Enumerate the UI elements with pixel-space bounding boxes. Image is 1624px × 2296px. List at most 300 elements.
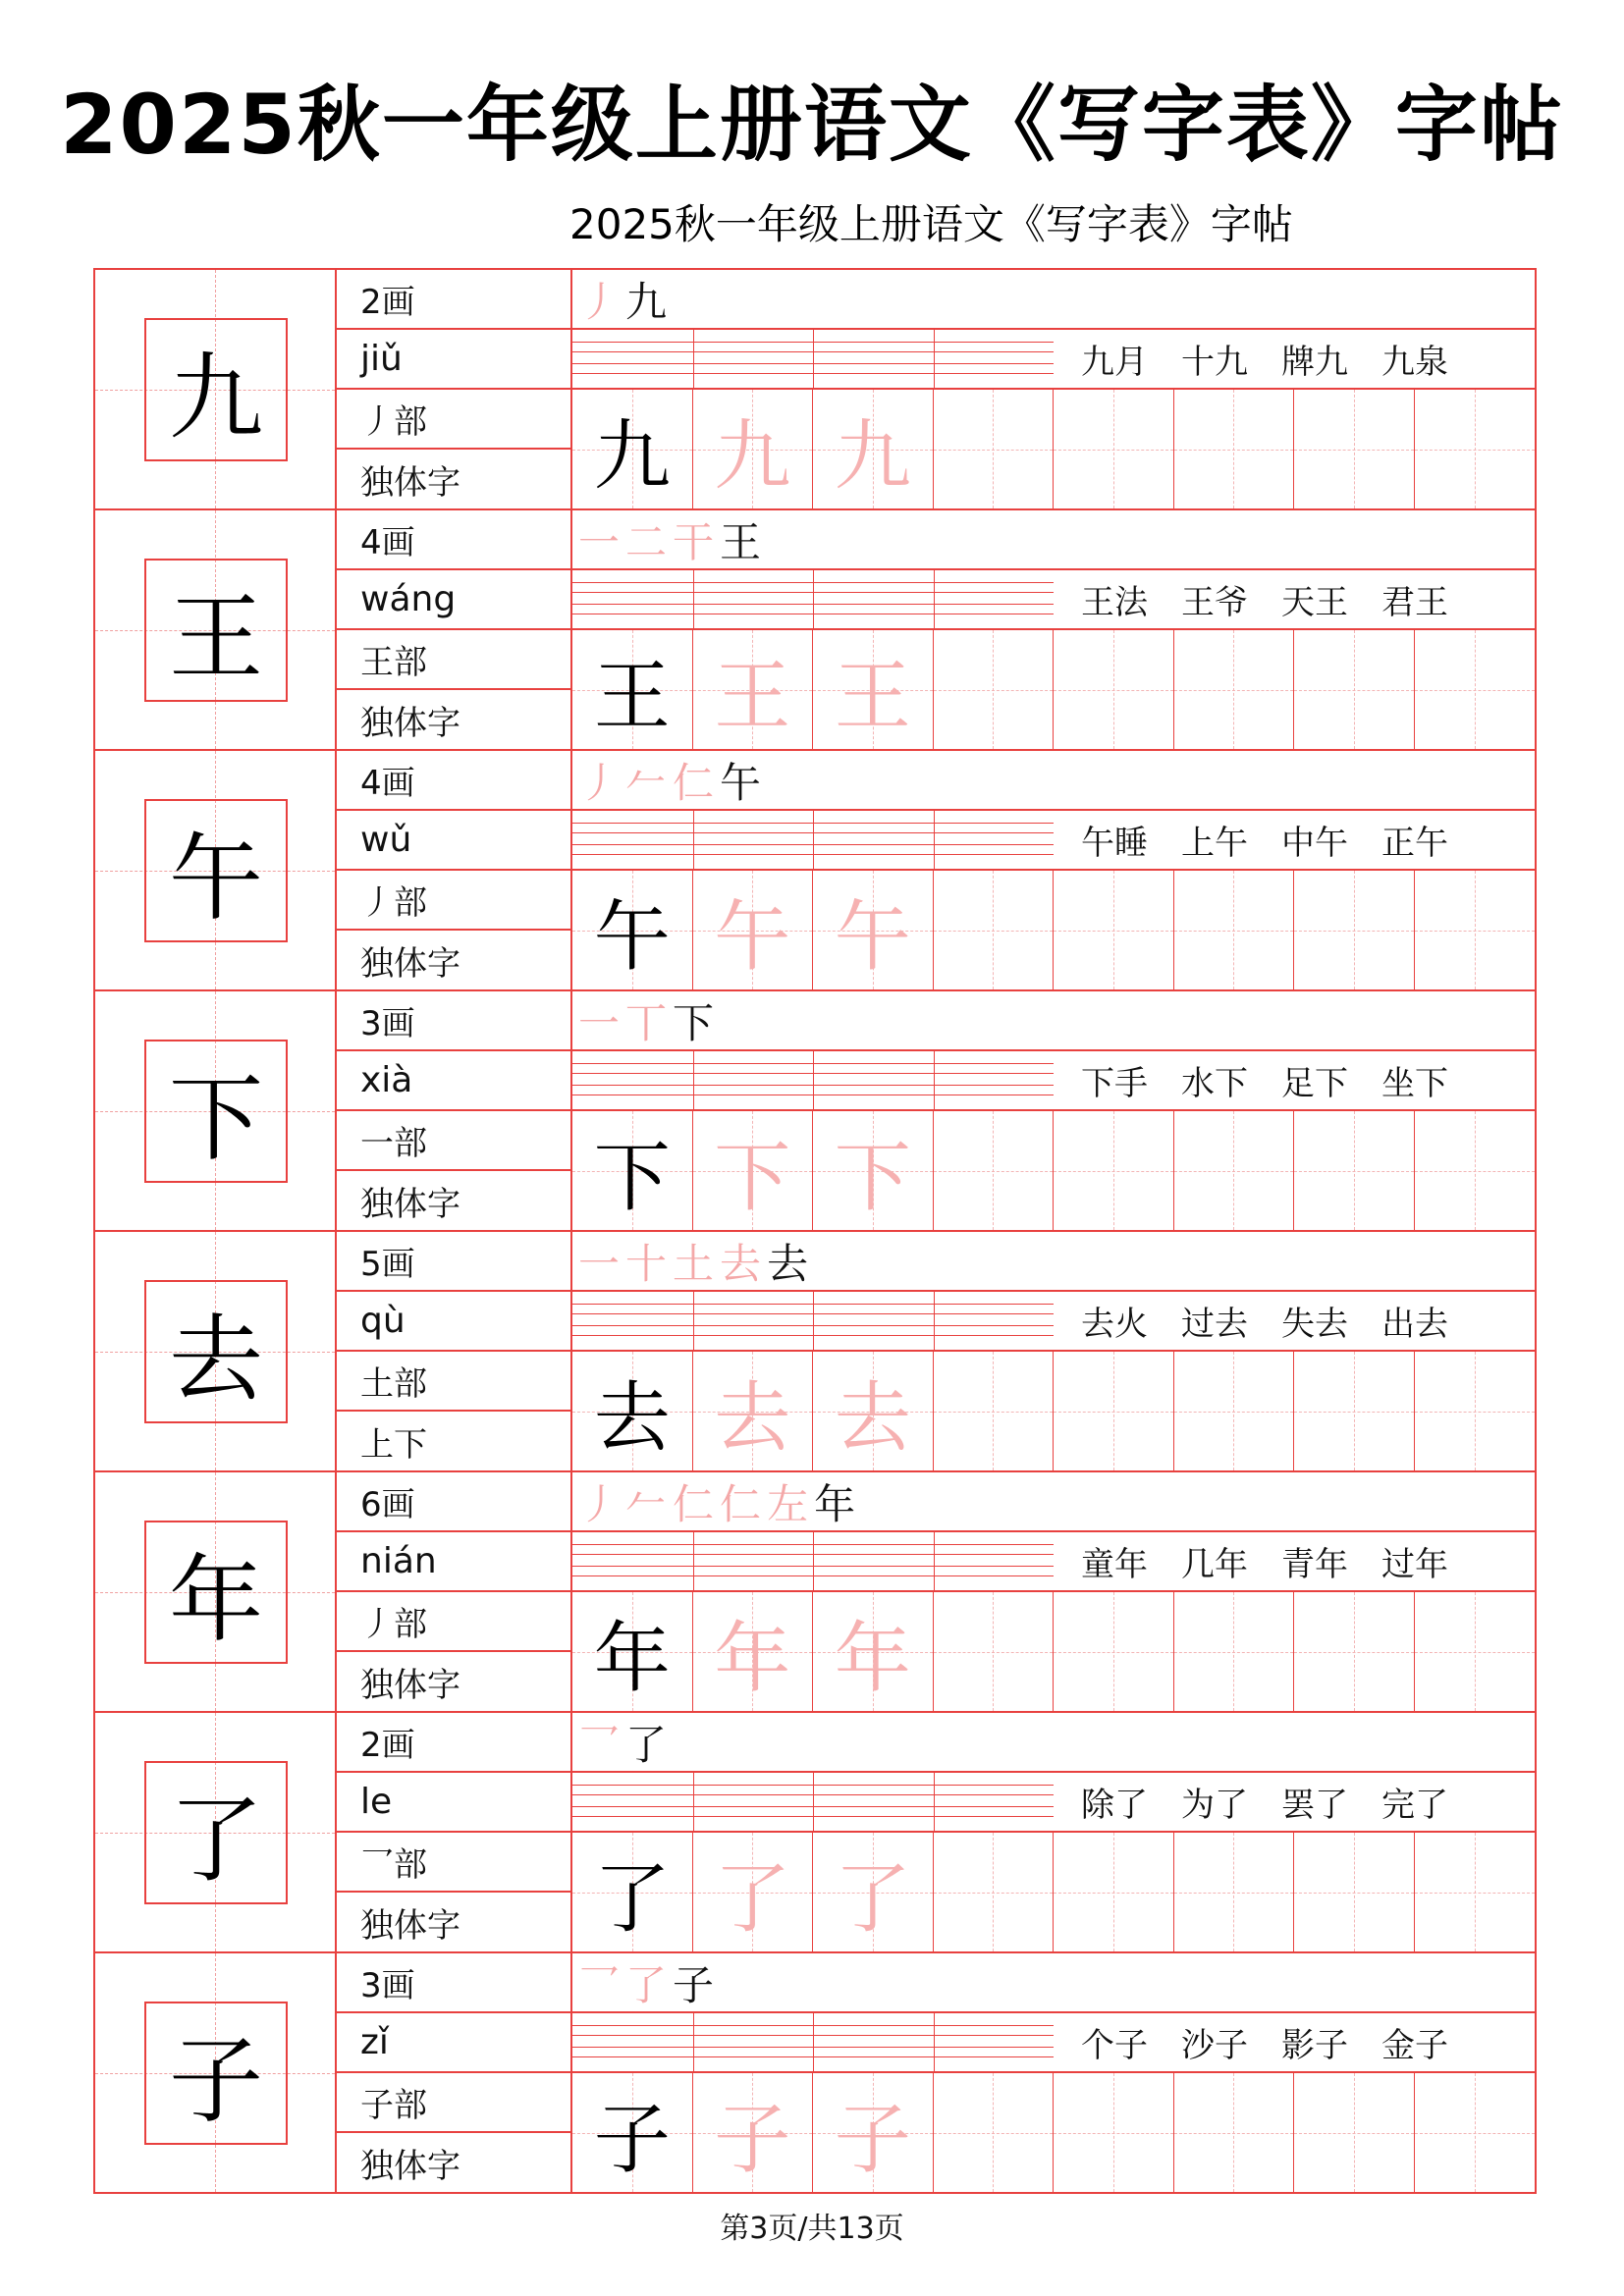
stroke-order: [572, 1713, 1535, 1773]
model-character-cell: [572, 2073, 693, 2192]
cell-guide-vertical: [993, 1111, 994, 1230]
stroke-step: 丿: [578, 277, 621, 326]
example-word: 过年: [1381, 1545, 1448, 1584]
page-number: 第3页/共13页: [720, 2212, 904, 2246]
cell-guide-vertical: [1354, 2073, 1355, 2192]
writing-cell[interactable]: [1054, 1352, 1174, 1470]
pinyin-cell-divider: [813, 1773, 814, 1831]
model-character-cell: [572, 1592, 693, 1711]
copybook-sheet: [93, 268, 1537, 2194]
example-words: [1054, 570, 1535, 630]
writing-cell[interactable]: [934, 390, 1055, 508]
example-word: 下手: [1081, 1064, 1148, 1103]
stroke-step: 乛: [578, 1720, 621, 1769]
cell-guide-vertical: [1233, 871, 1234, 989]
example-word: 天王: [1281, 583, 1348, 622]
cell-guide-vertical: [1475, 871, 1476, 989]
example-word: 完了: [1381, 1786, 1448, 1825]
stroke-order: [572, 1232, 1535, 1292]
example-words: [1054, 330, 1535, 390]
writing-cell[interactable]: [1174, 2073, 1295, 2192]
stroke-step: 仁: [673, 758, 715, 807]
cell-guide-vertical: [1233, 1592, 1234, 1711]
main-character: 子: [144, 2002, 288, 2145]
main-character: 年: [144, 1521, 288, 1664]
example-word: 金子: [1381, 2026, 1448, 2065]
model-character: 王: [593, 652, 671, 741]
character-entry: [95, 1232, 1535, 1472]
cell-guide-vertical: [1354, 630, 1355, 749]
radical-label: 一部: [337, 1111, 570, 1171]
writing-cell[interactable]: [1415, 1833, 1536, 1951]
trace-character: 午: [834, 892, 911, 982]
example-word: 牌九: [1281, 343, 1348, 382]
trace-character: 去: [834, 1373, 911, 1463]
writing-cell[interactable]: [934, 1352, 1055, 1470]
stroke-order: [572, 510, 1535, 570]
stroke-count: 6画: [337, 1472, 570, 1532]
cell-guide-vertical: [993, 390, 994, 508]
cell-guide-vertical: [993, 630, 994, 749]
practice-grid: [572, 630, 1535, 749]
cell-guide-vertical: [1233, 630, 1234, 749]
writing-cell[interactable]: [1415, 2073, 1536, 2192]
example-words: [1054, 1532, 1535, 1592]
model-character-cell: [572, 390, 693, 508]
pinyin-cell-divider: [934, 330, 935, 388]
trace-character: 年: [834, 1614, 911, 1703]
stroke-step: 乛: [578, 1960, 621, 2009]
trace-character-cell: [813, 1352, 934, 1470]
pinyin-label: qù: [337, 1292, 570, 1352]
pinyin-cell-divider: [934, 1532, 935, 1590]
trace-character-cell: [693, 390, 814, 508]
model-character: 下: [593, 1133, 671, 1222]
cell-guide-vertical: [1233, 1111, 1234, 1230]
trace-character-cell: [693, 630, 814, 749]
example-words: [1054, 1051, 1535, 1111]
pinyin-writing-lines: [572, 1292, 1054, 1352]
stroke-step: 土: [673, 1239, 715, 1288]
structure-label: 独体字: [360, 703, 460, 743]
writing-cell[interactable]: [1294, 2073, 1415, 2192]
trace-character-cell: [693, 1111, 814, 1230]
example-word: 王法: [1081, 583, 1148, 622]
pinyin-cell-divider: [813, 1292, 814, 1350]
cell-guide-vertical: [1475, 2073, 1476, 2192]
trace-character: 午: [714, 892, 791, 982]
example-word: 君王: [1381, 583, 1448, 622]
pinyin-cell-divider: [693, 1532, 694, 1590]
stroke-step: 干: [673, 517, 715, 566]
example-word: 除了: [1081, 1786, 1148, 1825]
model-character-cell: [572, 1352, 693, 1470]
practice-grid: [572, 1833, 1535, 1951]
stroke-order: [572, 270, 1535, 330]
trace-character-cell: [813, 390, 934, 508]
cell-guide-vertical: [1113, 630, 1114, 749]
stroke-step: 一: [578, 998, 621, 1047]
cell-guide-vertical: [1113, 1833, 1114, 1951]
writing-cell[interactable]: [1415, 1592, 1536, 1711]
cell-guide-vertical: [1113, 871, 1114, 989]
main-character-cell: [95, 751, 337, 989]
stroke-count: 3画: [337, 1953, 570, 2013]
trace-character: 年: [714, 1614, 791, 1703]
stroke-step: 了: [625, 1960, 668, 2009]
radical-label: 子部: [337, 2073, 570, 2133]
character-info: [337, 1953, 572, 2192]
trace-character-cell: [693, 2073, 814, 2192]
example-word: 去火: [1081, 1305, 1148, 1344]
example-word: 过去: [1181, 1305, 1248, 1344]
main-character-cell: [95, 1232, 337, 1470]
pinyin-label: wáng: [337, 570, 570, 630]
stroke-step: 丅: [625, 998, 668, 1047]
pinyin-writing-lines: [572, 1532, 1054, 1592]
pinyin-cell-divider: [934, 1051, 935, 1109]
stroke-count: 3画: [337, 991, 570, 1051]
example-word: 沙子: [1181, 2026, 1248, 2065]
main-character-cell: [95, 1472, 337, 1711]
cell-guide-vertical: [1475, 630, 1476, 749]
writing-cell[interactable]: [1054, 1833, 1174, 1951]
stroke-order: [572, 1953, 1535, 2013]
writing-cell[interactable]: [1054, 630, 1174, 749]
stroke-step: 仁: [720, 1479, 762, 1528]
cell-guide-vertical: [993, 871, 994, 989]
structure-label: 独体字: [360, 462, 460, 503]
main-character-cell: [95, 270, 337, 508]
stroke-step: 丿: [578, 758, 621, 807]
main-character: 王: [144, 559, 288, 702]
trace-character-cell: [693, 1352, 814, 1470]
practice-grid: [572, 2073, 1535, 2192]
cell-guide-vertical: [1233, 1833, 1234, 1951]
stroke-step: 了: [625, 1720, 668, 1769]
pinyin-cell-divider: [934, 811, 935, 869]
model-character: 午: [593, 892, 671, 982]
cell-guide-vertical: [1475, 1592, 1476, 1711]
cell-guide-vertical: [1475, 1833, 1476, 1951]
practice-grid: [572, 1111, 1535, 1230]
practice-grid: [572, 390, 1535, 508]
stroke-count: 2画: [337, 1713, 570, 1773]
model-character-cell: [572, 1111, 693, 1230]
cell-guide-vertical: [993, 1592, 994, 1711]
writing-cell[interactable]: [1294, 1833, 1415, 1951]
cell-guide-vertical: [1354, 1111, 1355, 1230]
example-word: 九泉: [1381, 343, 1448, 382]
stroke-step: 仁: [673, 1479, 715, 1528]
writing-cell[interactable]: [1174, 1592, 1295, 1711]
main-character-cell: [95, 1713, 337, 1951]
writing-cell[interactable]: [934, 871, 1055, 989]
stroke-count: 5画: [337, 1232, 570, 1292]
writing-cell[interactable]: [1415, 630, 1536, 749]
model-character: 了: [593, 1854, 671, 1944]
cell-guide-vertical: [993, 2073, 994, 2192]
pinyin-cell-divider: [693, 330, 694, 388]
character-entry: [95, 1472, 1535, 1713]
writing-cell[interactable]: [1054, 390, 1174, 508]
cell-guide-vertical: [1354, 390, 1355, 508]
cell-guide-vertical: [1233, 2073, 1234, 2192]
character-info: [337, 270, 572, 508]
cell-guide-vertical: [993, 1352, 994, 1470]
model-character: 子: [593, 2095, 671, 2184]
writing-cell[interactable]: [1174, 1352, 1295, 1470]
character-entry: [95, 270, 1535, 510]
cell-guide-vertical: [1233, 1352, 1234, 1470]
stroke-step: 丿: [578, 1479, 621, 1528]
pinyin-label: le: [337, 1773, 570, 1833]
stroke-step: 一: [578, 517, 621, 566]
radical-label: 乛部: [337, 1833, 570, 1893]
radical-label: 王部: [337, 630, 570, 690]
main-character: 午: [144, 799, 288, 942]
model-character-cell: [572, 630, 693, 749]
stroke-step: 子: [673, 1960, 715, 2009]
trace-character-cell: [813, 871, 934, 989]
model-character-cell: [572, 871, 693, 989]
stroke-step: 九: [625, 277, 668, 326]
page-title: 2025秋一年级上册语文《写字表》字帖: [60, 77, 1564, 173]
model-character: 年: [593, 1614, 671, 1703]
pinyin-label: zǐ: [337, 2013, 570, 2073]
trace-character: 九: [834, 411, 911, 501]
pinyin-cell-divider: [813, 1051, 814, 1109]
example-word: 王爷: [1181, 583, 1248, 622]
example-word: 午睡: [1081, 824, 1148, 863]
trace-character: 下: [714, 1133, 791, 1222]
stroke-order: [572, 1472, 1535, 1532]
pinyin-writing-lines: [572, 330, 1054, 390]
writing-cell[interactable]: [1294, 390, 1415, 508]
trace-character-cell: [813, 1833, 934, 1951]
character-info: [337, 510, 572, 749]
stroke-step: 去: [720, 1239, 762, 1288]
stroke-step: 𠂉: [625, 1479, 668, 1528]
main-character-cell: [95, 1953, 337, 2192]
example-word: 上午: [1181, 824, 1248, 863]
structure-label: 独体字: [360, 1905, 460, 1946]
writing-cell[interactable]: [1054, 1592, 1174, 1711]
practice-grid: [572, 1592, 1535, 1711]
stroke-step: 去: [767, 1239, 809, 1288]
character-entry: [95, 991, 1535, 1232]
example-word: 正午: [1381, 824, 1448, 863]
pinyin-writing-lines: [572, 2013, 1054, 2073]
writing-cell[interactable]: [934, 1592, 1055, 1711]
pinyin-label: wǔ: [337, 811, 570, 871]
writing-cell[interactable]: [1415, 1352, 1536, 1470]
writing-cell[interactable]: [934, 2073, 1055, 2192]
example-word: 水下: [1181, 1064, 1248, 1103]
page-subtitle: 2025秋一年级上册语文《写字表》字帖: [569, 200, 1293, 248]
pinyin-cell-divider: [693, 1773, 694, 1831]
trace-character: 王: [834, 652, 911, 741]
writing-cell[interactable]: [1294, 871, 1415, 989]
cell-guide-vertical: [1113, 1352, 1114, 1470]
cell-guide-vertical: [1475, 390, 1476, 508]
pinyin-cell-divider: [813, 1532, 814, 1590]
example-word: 几年: [1181, 1545, 1248, 1584]
cell-guide-vertical: [1233, 390, 1234, 508]
model-character-cell: [572, 1833, 693, 1951]
trace-character-cell: [813, 2073, 934, 2192]
pinyin-label: nián: [337, 1532, 570, 1592]
stroke-step: 下: [673, 998, 715, 1047]
trace-character-cell: [693, 1592, 814, 1711]
writing-cell[interactable]: [1415, 1111, 1536, 1230]
stroke-step: 𠂉: [625, 758, 668, 807]
practice-grid: [572, 1352, 1535, 1470]
structure-label: 上下: [360, 1424, 427, 1465]
trace-character-cell: [693, 1833, 814, 1951]
structure-label: 独体字: [360, 1184, 460, 1224]
trace-character: 下: [834, 1133, 911, 1222]
pinyin-cell-divider: [693, 811, 694, 869]
structure-label: 独体字: [360, 2146, 460, 2186]
trace-character-cell: [693, 871, 814, 989]
character-info: [337, 1713, 572, 1951]
trace-character: 子: [714, 2095, 791, 2184]
trace-character: 了: [834, 1854, 911, 1944]
trace-character: 子: [834, 2095, 911, 2184]
example-word: 影子: [1281, 2026, 1348, 2065]
stroke-step: 年: [814, 1479, 856, 1528]
example-word: 十九: [1181, 343, 1248, 382]
model-character: 去: [593, 1373, 671, 1463]
example-word: 童年: [1081, 1545, 1148, 1584]
writing-cell[interactable]: [1294, 630, 1415, 749]
writing-cell[interactable]: [1174, 1833, 1295, 1951]
pinyin-cell-divider: [813, 2013, 814, 2071]
stroke-count: 4画: [337, 751, 570, 811]
pinyin-cell-divider: [813, 330, 814, 388]
writing-cell[interactable]: [1054, 2073, 1174, 2192]
pinyin-writing-lines: [572, 1051, 1054, 1111]
cell-guide-vertical: [1475, 1111, 1476, 1230]
example-word: 为了: [1181, 1786, 1248, 1825]
trace-character-cell: [813, 1592, 934, 1711]
character-entry: [95, 510, 1535, 751]
stroke-order: [572, 991, 1535, 1051]
stroke-step: 一: [578, 1239, 621, 1288]
writing-cell[interactable]: [1415, 871, 1536, 989]
stroke-step: 二: [625, 517, 668, 566]
model-character: 九: [593, 411, 671, 501]
character-entry: [95, 1953, 1535, 2194]
pinyin-writing-lines: [572, 1773, 1054, 1833]
character-info: [337, 751, 572, 989]
cell-guide-vertical: [1354, 1352, 1355, 1470]
writing-cell[interactable]: [1054, 1111, 1174, 1230]
example-word: 中午: [1281, 824, 1348, 863]
pinyin-writing-lines: [572, 811, 1054, 871]
cell-guide-vertical: [993, 1833, 994, 1951]
writing-cell[interactable]: [1174, 871, 1295, 989]
cell-guide-vertical: [1475, 1352, 1476, 1470]
cell-guide-vertical: [1354, 1592, 1355, 1711]
writing-cell[interactable]: [1054, 871, 1174, 989]
example-word: 个子: [1081, 2026, 1148, 2065]
writing-cell[interactable]: [934, 630, 1055, 749]
example-word: 失去: [1281, 1305, 1348, 1344]
trace-character-cell: [813, 1111, 934, 1230]
example-word: 九月: [1081, 343, 1148, 382]
practice-grid: [572, 871, 1535, 989]
trace-character-cell: [813, 630, 934, 749]
example-word: 足下: [1281, 1064, 1348, 1103]
pinyin-cell-divider: [934, 1292, 935, 1350]
main-character-cell: [95, 991, 337, 1230]
pinyin-cell-divider: [934, 570, 935, 628]
writing-cell[interactable]: [1294, 1592, 1415, 1711]
main-character-cell: [95, 510, 337, 749]
example-words: [1054, 1292, 1535, 1352]
stroke-count: 4画: [337, 510, 570, 570]
character-info: [337, 991, 572, 1230]
writing-cell[interactable]: [1294, 1111, 1415, 1230]
example-word: 罢了: [1281, 1786, 1348, 1825]
trace-character: 去: [714, 1373, 791, 1463]
writing-cell[interactable]: [1294, 1352, 1415, 1470]
character-entry: [95, 1713, 1535, 1953]
writing-cell[interactable]: [1174, 1111, 1295, 1230]
cell-guide-vertical: [1113, 2073, 1114, 2192]
example-words: [1054, 811, 1535, 871]
radical-label: 丿部: [337, 390, 570, 450]
pinyin-cell-divider: [934, 1773, 935, 1831]
pinyin-label: xià: [337, 1051, 570, 1111]
main-character: 下: [144, 1040, 288, 1183]
writing-cell[interactable]: [934, 1833, 1055, 1951]
stroke-step: 王: [720, 517, 762, 566]
example-word: 青年: [1281, 1545, 1348, 1584]
pinyin-cell-divider: [934, 2013, 935, 2071]
cell-guide-vertical: [1113, 390, 1114, 508]
pinyin-cell-divider: [813, 811, 814, 869]
trace-character: 了: [714, 1854, 791, 1944]
trace-character: 九: [714, 411, 791, 501]
radical-label: 土部: [337, 1352, 570, 1412]
stroke-order: [572, 751, 1535, 811]
writing-cell[interactable]: [1174, 390, 1295, 508]
stroke-count: 2画: [337, 270, 570, 330]
pinyin-cell-divider: [693, 1292, 694, 1350]
structure-label: 独体字: [360, 1665, 460, 1705]
main-character: 了: [144, 1761, 288, 1904]
radical-label: 丿部: [337, 1592, 570, 1652]
main-character: 去: [144, 1280, 288, 1423]
example-word: 坐下: [1381, 1064, 1448, 1103]
cell-guide-vertical: [1113, 1592, 1114, 1711]
cell-guide-vertical: [1354, 1833, 1355, 1951]
writing-cell[interactable]: [934, 1111, 1055, 1230]
pinyin-cell-divider: [693, 1051, 694, 1109]
pinyin-cell-divider: [693, 570, 694, 628]
radical-label: 丿部: [337, 871, 570, 931]
writing-cell[interactable]: [1174, 630, 1295, 749]
example-word: 出去: [1381, 1305, 1448, 1344]
pinyin-cell-divider: [693, 2013, 694, 2071]
cell-guide-vertical: [1113, 1111, 1114, 1230]
cell-guide-vertical: [1354, 871, 1355, 989]
writing-cell[interactable]: [1415, 390, 1536, 508]
stroke-step: 左: [767, 1479, 809, 1528]
